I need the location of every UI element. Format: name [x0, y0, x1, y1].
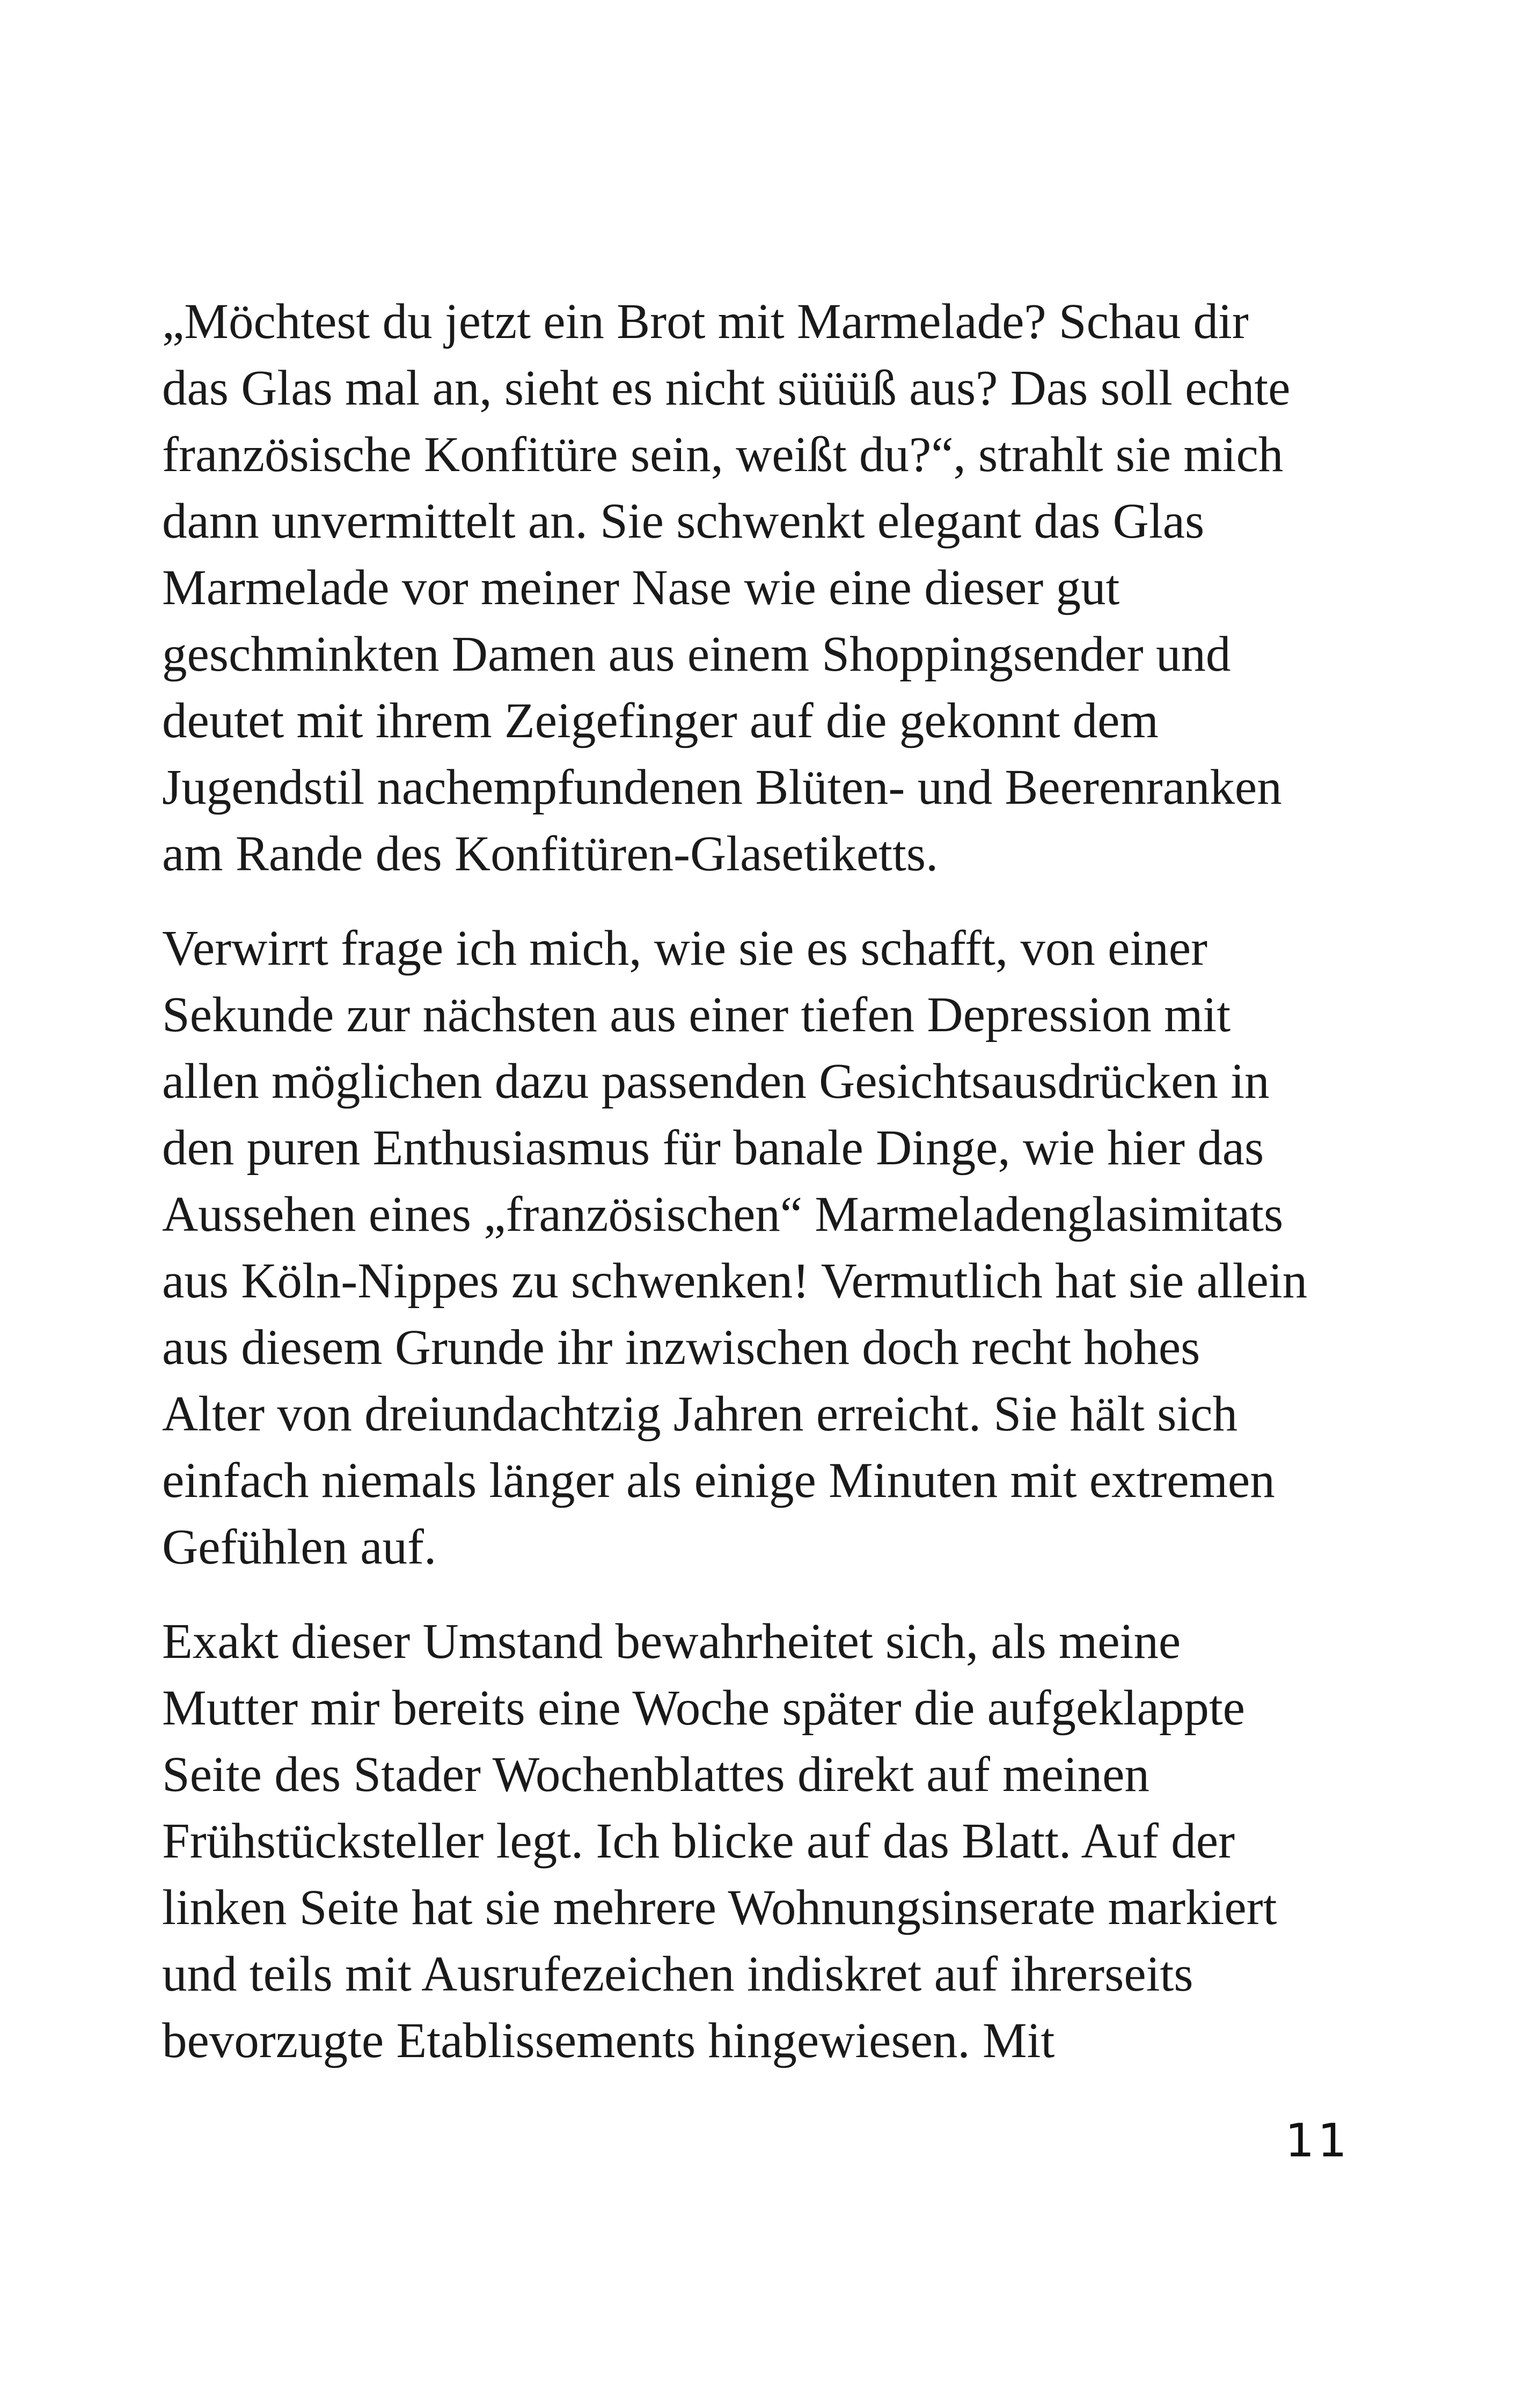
text-line: Jugendstil nachempfundenen Blüten- und Beerenranken — [162, 760, 1282, 815]
text-line: einfach niemals länger als einige Minuten mit extremen — [162, 1453, 1275, 1508]
text-line: das Glas mal an, sieht es nicht süüüß aus? Das soll echte — [162, 361, 1291, 416]
paragraph-2 — [162, 915, 1364, 1581]
body-text — [162, 289, 1364, 2074]
text-line: Mutter mir bereits eine Woche später die aufgeklappte — [162, 1680, 1245, 1736]
text-line: deutet mit ihrem Zeigefinger auf die gekonnt dem — [162, 693, 1159, 748]
text-line: geschminkten Damen aus einem Shoppingsender und — [162, 627, 1231, 682]
text-line: französische Konfitüre sein, weißt du?“, strahlt sie mich — [162, 427, 1284, 482]
text-line: „Möchtest du jetzt ein Brot mit Marmelade? Schau dir — [162, 294, 1249, 349]
text-line: Exakt dieser Umstand bewahrheitet sich, als meine — [162, 1614, 1181, 1669]
text-line: Aussehen eines „französischen“ Marmeladenglasimitats — [162, 1187, 1284, 1242]
text-line: Gefühlen auf. — [162, 1519, 437, 1575]
text-line: Frühstücksteller legt. Ich blicke auf das Blatt. Auf der — [162, 1814, 1235, 1869]
text-line: Marmelade vor meiner Nase wie eine dieser gut — [162, 560, 1120, 615]
text-line: aus Köln-Nippes zu schwenken! Vermutlich hat sie allein — [162, 1253, 1308, 1309]
text-line: aus diesem Grunde ihr inzwischen doch recht hohes — [162, 1320, 1200, 1375]
text-line: am Rande des Konfitüren-Glasetiketts. — [162, 826, 939, 882]
text-line: dann unvermittelt an. Sie schwenkt elegant das Glas — [162, 494, 1205, 549]
paragraph-3 — [162, 1609, 1364, 2074]
text-line: allen möglichen dazu passenden Gesichtsausdrücken in — [162, 1054, 1270, 1109]
text-line: und teils mit Ausrufezeichen indiskret auf ihrerseits — [162, 1947, 1193, 2002]
text-line: linken Seite hat sie mehrere Wohnungsinserate markiert — [162, 1880, 1277, 1935]
text-line: Sekunde zur nächsten aus einer tiefen Depression mit — [162, 987, 1231, 1043]
text-line: den puren Enthusiasmus für banale Dinge, wie hier das — [162, 1120, 1264, 1176]
paragraph-1 — [162, 289, 1364, 887]
text-line: Seite des Stader Wochenblattes direkt auf meinen — [162, 1747, 1149, 1802]
text-line: bevorzugte Etablissements hingewiesen. Mit — [162, 2013, 1055, 2068]
text-line: Alter von dreiundachtzig Jahren erreicht. Sie hält sich — [162, 1386, 1238, 1442]
text-line: Verwirrt frage ich mich, wie sie es schafft, von einer — [162, 921, 1207, 976]
page-number: 11 — [1285, 2114, 1350, 2168]
